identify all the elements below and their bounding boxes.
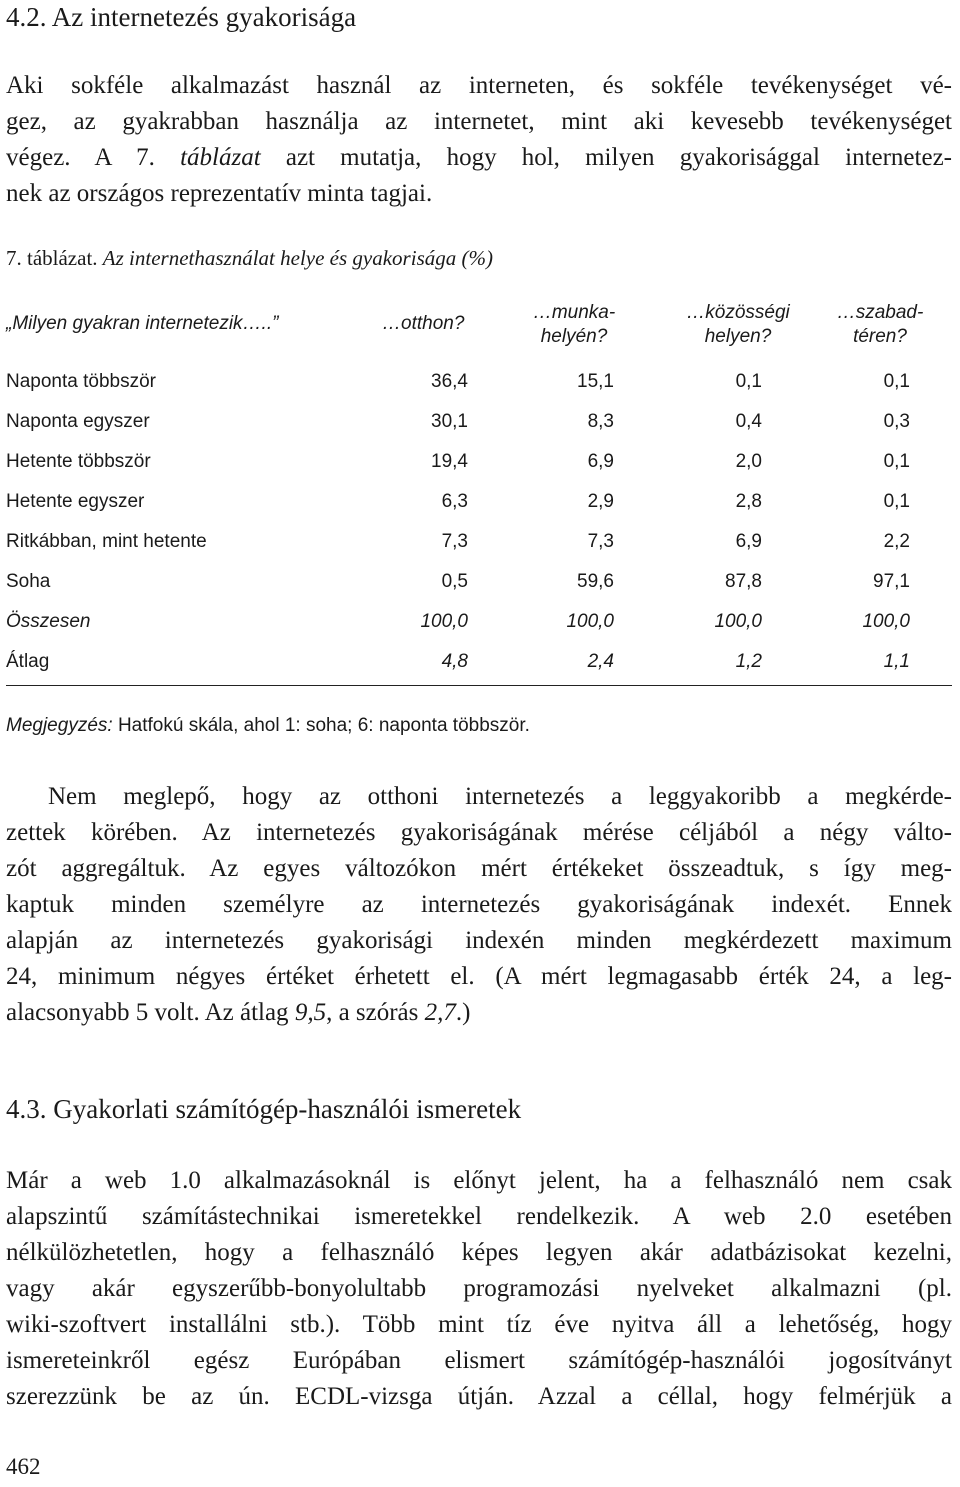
text-line	[6, 995, 952, 1031]
cell-work: 2,4	[587, 651, 614, 672]
text-line: alapján az internetezés gyakorisági indexén minden megkérdezett maximum	[6, 927, 952, 954]
cell-outdoor: 2,2	[883, 531, 910, 552]
table-note-text: Hatfokú skála, ahol 1: soha; 6: naponta többször.	[112, 715, 530, 736]
page-number: 462	[6, 1454, 41, 1479]
table-caption-title: Az internethasználat helye és gyakorisága (%)	[102, 246, 493, 270]
row-label: Átlag	[6, 651, 50, 672]
cell-work: 100,0	[566, 611, 614, 632]
header-col-work-1: …munka-	[532, 302, 616, 323]
cell-community: 0,1	[735, 371, 762, 392]
text-line: nek az országos reprezentatív minta tagjai.	[6, 180, 433, 207]
cell-work: 8,3	[587, 411, 614, 432]
cell-home: 30,1	[431, 411, 468, 432]
text-span: , a szórás	[326, 999, 425, 1026]
text-line: szerezzünk be az ún. ECDL-vizsga útján. Azzal a céllal, hogy felmérjük a	[6, 1383, 952, 1410]
table-row	[6, 411, 952, 451]
frequency-table	[0, 0, 960, 700]
text-line: Már a web 1.0 alkalmazásoknál is előnyt jelent, ha a felhasználó nem csak	[6, 1167, 952, 1194]
cell-home: 19,4	[431, 451, 468, 472]
table-header	[0, 302, 960, 362]
table-bottom-rule	[6, 685, 952, 686]
text-line: zót aggregáltuk. Az egyes változókon mért értékeket összeadtuk, s így meg-	[6, 855, 952, 882]
cell-home: 7,3	[441, 531, 468, 552]
row-label: Hetente többször	[6, 451, 151, 472]
text-line: zettek körében. Az internetezés gyakoriságának mérése céljából a négy válto-	[6, 819, 952, 846]
text-line: Aki sokféle alkalmazást használ az interneten, és sokféle tevékenységet vé-	[6, 72, 952, 99]
cell-home: 4,8	[441, 651, 468, 672]
text-line: wiki-szoftvert installálni stb.). Több mint tíz éve nyitva áll a lehetőség, hogy	[6, 1311, 952, 1338]
text-line: kaptuk minden személyre az internetezés gyakoriságának indexét. Ennek	[6, 891, 952, 918]
table-reference: táblázat	[180, 144, 261, 171]
cell-outdoor: 97,1	[873, 571, 910, 592]
row-label: Ritkábban, mint hetente	[6, 531, 207, 552]
text-line: Nem meglepő, hogy az otthoni internetezés a leggyakoribb a megkérde-	[48, 783, 952, 810]
cell-outdoor: 0,1	[883, 451, 910, 472]
cell-community: 2,8	[735, 491, 762, 512]
cell-home: 0,5	[441, 571, 468, 592]
header-col-outdoor-1: …szabad-	[836, 302, 924, 323]
cell-work: 2,9	[587, 491, 614, 512]
cell-home: 6,3	[441, 491, 468, 512]
table-row	[6, 571, 952, 611]
cell-work: 15,1	[577, 371, 614, 392]
row-label: Naponta egyszer	[6, 411, 150, 432]
cell-outdoor: 1,1	[883, 651, 910, 672]
header-col-outdoor-2: téren?	[853, 326, 907, 347]
table-row	[6, 451, 952, 491]
mean-value: 9,5	[294, 999, 327, 1026]
text-line: gez, az gyakrabban használja az internetet, mint aki kevesebb tevékenységet	[6, 108, 952, 135]
cell-home: 100,0	[420, 611, 468, 632]
text-line: nélkülözhetetlen, hogy a felhasználó képes legyen akár adatbázisokat kezelni,	[6, 1239, 952, 1266]
cell-community: 87,8	[725, 571, 762, 592]
row-label: Összesen	[6, 611, 91, 632]
section-heading-4-3: 4.3. Gyakorlati számítógép-használói ismeretek	[6, 1094, 522, 1124]
section-heading-4-2: 4.2. Az internetezés gyakorisága	[6, 2, 357, 32]
text-span: végez. A 7.	[6, 144, 181, 171]
header-question: „Milyen gyakran internetezik…..”	[6, 313, 279, 334]
cell-outdoor: 0,1	[883, 491, 910, 512]
table-caption-label: 7. táblázat.	[6, 246, 98, 270]
header-col-community-1: …közösségi	[686, 302, 790, 323]
table-row	[6, 531, 952, 571]
computer-skills-paragraph	[6, 1163, 952, 1415]
table-row	[6, 371, 952, 411]
cell-community: 6,9	[735, 531, 762, 552]
header-col-community-2: helyen?	[704, 326, 772, 347]
header-col-work-2: helyén?	[540, 326, 608, 347]
text-line: vagy akár egyszerűbb-bonyolultabb programozási nyelveket alkalmazni (pl.	[6, 1275, 952, 1302]
cell-community: 2,0	[735, 451, 762, 472]
text-line: 24, minimum négyes értéket érhetett el. (A mért legmagasabb érték 24, a leg-	[6, 963, 952, 990]
row-label: Soha	[6, 571, 51, 592]
cell-outdoor: 0,3	[883, 411, 910, 432]
cell-community: 0,4	[735, 411, 762, 432]
cell-community: 100,0	[714, 611, 762, 632]
header-col-home: …otthon?	[382, 313, 465, 334]
discussion-paragraph	[6, 779, 952, 1031]
table-row	[6, 491, 952, 531]
cell-home: 36,4	[431, 371, 468, 392]
text-span: alacsonyabb 5 volt. Az átlag	[6, 999, 295, 1026]
cell-work: 7,3	[587, 531, 614, 552]
cell-outdoor: 0,1	[883, 371, 910, 392]
text-span: azt mutatja, hogy hol, milyen gyakorisággal internetez-	[260, 144, 952, 171]
stddev-value: 2,7	[424, 999, 456, 1026]
table-note	[6, 715, 530, 737]
cell-outdoor: 100,0	[862, 611, 910, 632]
text-span: .)	[455, 999, 471, 1026]
text-line: ismereteinkről egész Európában elismert számítógép-használói jogosítványt	[6, 1347, 952, 1374]
cell-work: 59,6	[577, 571, 614, 592]
table-row-total	[6, 611, 952, 651]
cell-work: 6,9	[587, 451, 614, 472]
row-label: Naponta többször	[6, 371, 156, 392]
cell-community: 1,2	[735, 651, 762, 672]
row-label: Hetente egyszer	[6, 491, 145, 512]
table-note-label: Megjegyzés:	[6, 715, 113, 736]
text-line: alapszintű számítástechnikai ismeretekkel rendelkezik. A web 2.0 esetében	[6, 1203, 952, 1230]
